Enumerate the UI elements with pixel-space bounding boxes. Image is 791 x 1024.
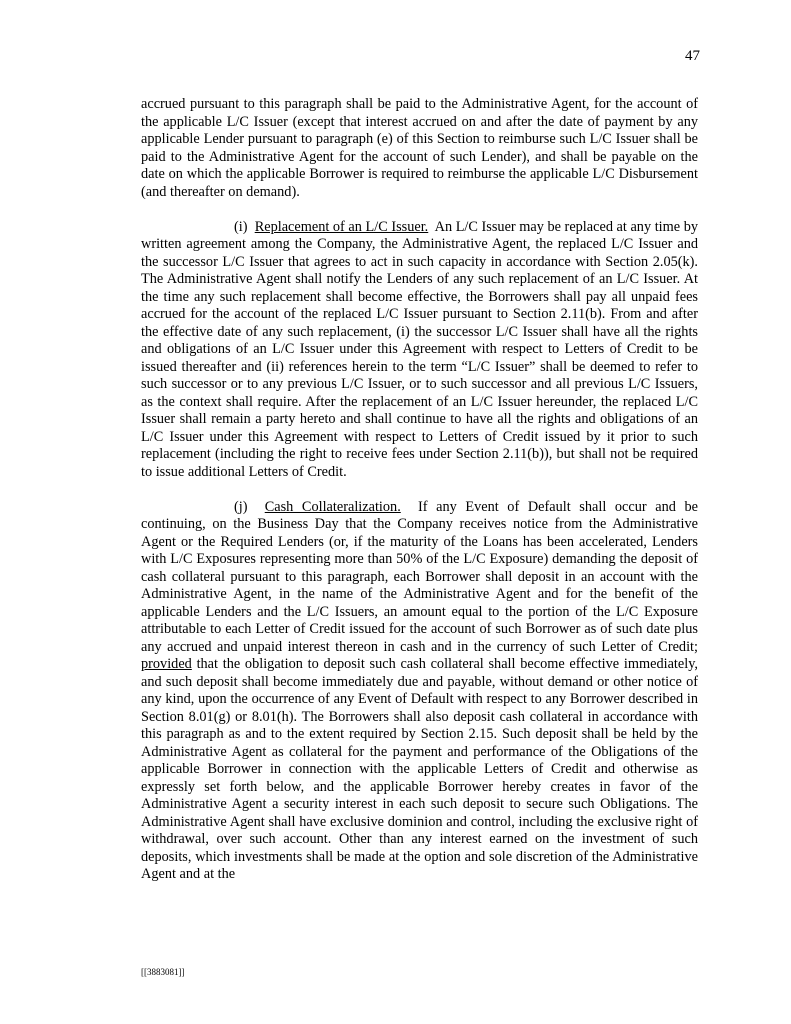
section-j-text-part-1: If any Event of Default shall occur and be continuing, on the Business Day that the Company receives notice from the Administrative Agent or the Required Lenders (or, if the maturity of the Loans has been accelerated, Lenders with L/C Exposures representing more than 50% of the L/C Exposure) demanding the deposit of cash collateral pursuant to this paragraph, each Borrower shall deposit in an account with the Administrative Agent, in the name of the Administrative Agent and for the benefit of the applicable Lenders and the L/C Issuers, an amount equal to the portion of the L/C Exposure attributable to each Letter of Credit issued for the account of such Borrower as of such date plus any accrued and unpaid interest thereon in cash and in the currency of such Letter of Credit; bbox=[141, 498, 698, 655]
document-body bbox=[141, 96, 698, 901]
section-i-heading: Replacement of an L/C Issuer. bbox=[254, 218, 429, 235]
document-id: [[3883081]] bbox=[141, 967, 185, 977]
section-j-marker: (j) bbox=[234, 498, 248, 515]
section-i-marker: (i) bbox=[234, 218, 248, 235]
section-j-heading: Cash Collateralization. bbox=[264, 498, 401, 515]
section-i-text: An L/C Issuer may be replaced at any time by written agreement among the Company, the Administrative Agent, the replaced L/C Issuer and the successor L/C Issuer that agrees to act in such capacity in accordance with Section 2.05(k). The Administrative Agent shall notify the Lenders of any such replacement of an L/C Issuer. At the time any such replacement shall become effective, the Borrowers shall pay all unpaid fees accrued for the account of the replaced L/C Issuer pursuant to Section 2.11(b). From and after the effective date of any such replacement, (i) the successor L/C Issuer shall have all the rights and obligations of an L/C Issuer under this Agreement with respect to Letters of Credit to be issued thereafter and (ii) references herein to the term “L/C Issuer” shall be deemed to refer to such successor or to any previous L/C Issuer, or to such successor and all previous L/C Issuers, as the context shall require. After the replacement of an L/C Issuer hereunder, the replaced L/C Issuer shall remain a party hereto and shall continue to have all the rights and obligations of an L/C Issuer under this Agreement with respect to Letters of Credit issued by it prior to such replacement (including the right to receive fees under Section 2.11(b)), but shall not be required to issue additional Letters of Credit. bbox=[141, 218, 698, 480]
section-i-replacement bbox=[141, 219, 698, 482]
page-number: 47 bbox=[685, 48, 700, 64]
section-j-cash-collateralization bbox=[141, 499, 698, 884]
paragraph-continuation: accrued pursuant to this paragraph shall be paid to the Administrative Agent, for the account of the applicable L/C Issuer (except that interest accrued on and after the date of payment by any applicable Lender pursuant to paragraph (e) of this Section to reimburse such L/C Issuer shall be paid to the Administrative Agent for the account of such Lender), and shall be payable on the date on which the applicable Borrower is required to reimburse the applicable L/C Disbursement (and thereafter on demand). bbox=[141, 96, 698, 200]
section-j-text-part-2: that the obligation to deposit such cash collateral shall become effective immediately, and such deposit shall become immediately due and payable, without demand or other notice of any kind, upon the occurrence of any Event of Default with respect to any Borrower described in Section 8.01(g) or 8.01(h). The Borrowers shall also deposit cash collateral in accordance with this paragraph as and to the extent required by Section 2.15. Such deposit shall be held by the Administrative Agent as collateral for the payment and performance of the Obligations of the applicable Borrower in connection with the applicable Letters of Credit and otherwise as expressly set forth below, and the applicable Borrower hereby creates in favor of the Administrative Agent a security interest in each such deposit to secure such Obligations. The Administrative Agent shall have exclusive dominion and control, including the exclusive right of withdrawal, over such account. Other than any interest earned on the investment of such deposits, which investments shall be made at the option and sole discretion of the Administrative Agent and at the bbox=[141, 656, 698, 882]
provided-term: provided bbox=[141, 656, 192, 672]
